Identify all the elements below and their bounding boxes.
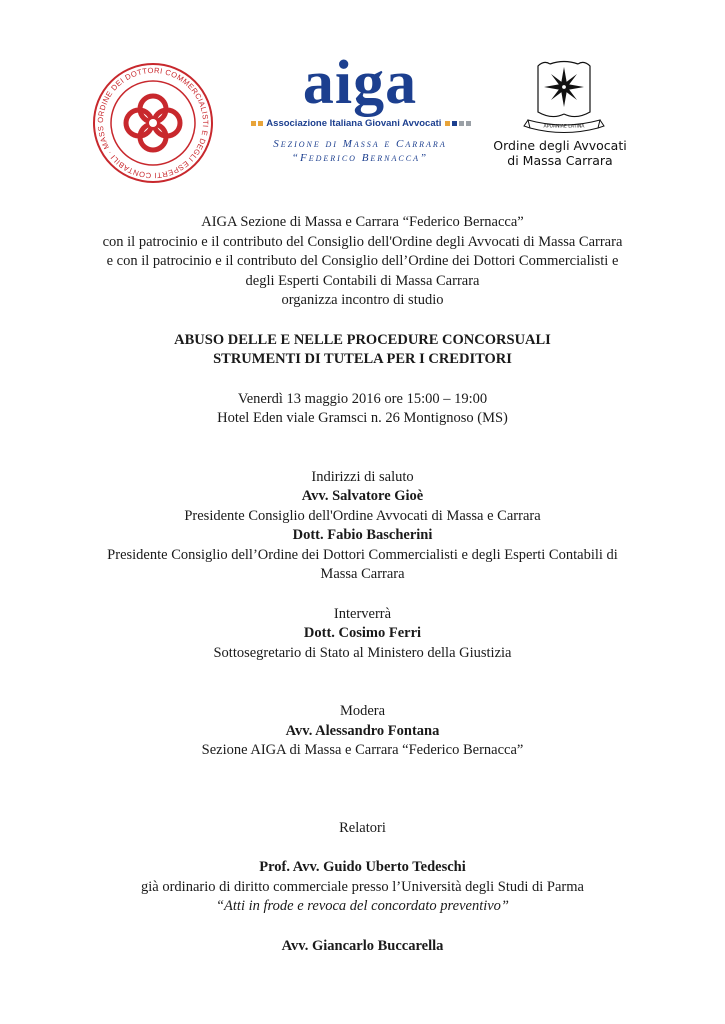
saluti-speaker-role: Massa Carrara xyxy=(320,566,405,582)
moderatore-name: Avv. Alessandro Fontana xyxy=(285,722,440,739)
moderatore-role: Sezione AIGA di Massa e Carrara “Federico Bernacca” xyxy=(201,742,524,758)
relatore-name: Prof. Avv. Guido Uberto Tedeschi xyxy=(259,859,466,875)
event-date: Venerdì 13 maggio 2016 ore 15:00 – 19:00 xyxy=(237,390,488,407)
emblem-scroll-text: APUANIAE LATINA xyxy=(543,124,585,130)
intro-line: degli Esperti Contabili di Massa Carrara xyxy=(245,272,480,289)
aiga-subtitle-text: Associazione Italiana Giovani Avvocati xyxy=(266,118,442,129)
intro-line: organizza incontro di studio xyxy=(281,292,444,308)
ordine-line-2: di Massa Carrara xyxy=(507,153,613,168)
saluti-speaker-name: Avv. Salvatore Gioè xyxy=(301,488,424,504)
event-venue: Hotel Eden viale Gramsci n. 26 Montignoso (MS) xyxy=(217,410,508,426)
ordine-line-1: Ordine degli Avvocati xyxy=(493,138,627,153)
relatore-topic: “Atti in frode e revoca del concordato preventivo” xyxy=(215,898,510,914)
aiga-dedication: “Federico Bernacca” xyxy=(291,152,429,164)
intro-line: AIGA Sezione di Massa e Carrara “Federico Bernacca” xyxy=(201,214,524,230)
intro-line: con il patrocinio e il contributo del Consiglio dell'Ordine degli Avvocati di Massa Carrara xyxy=(102,233,623,250)
intervento-role: Sottosegretario di Stato al Ministero della Giustizia xyxy=(213,644,512,661)
saluti-speaker-role: Presidente Consiglio dell’Ordine dei Dottori Commercialisti e degli Esperti Contabili di xyxy=(107,546,618,563)
saluti-heading: Indirizzi di saluto xyxy=(311,468,414,485)
saluti-speaker-name: Dott. Fabio Bascherini xyxy=(292,527,433,543)
relatore-role: già ordinario di diritto commerciale presso l’Università degli Studi di Parma xyxy=(141,878,584,895)
saluti-speaker-role: Presidente Consiglio dell'Ordine Avvocati di Massa e Carrara xyxy=(184,507,541,524)
aiga-subtitle xyxy=(250,118,470,129)
ordine-avvocati-label xyxy=(470,138,650,168)
event-title-line-1: ABUSO DELLE E NELLE PROCEDURE CONCORSUALI xyxy=(174,331,551,348)
ordine-avvocati-emblem xyxy=(522,60,606,136)
intervento-heading: Interverrà xyxy=(333,605,392,622)
seal-ring-text: ORDINE DEI DOTTORI COMMERCIALISTI E DEGLI ESPERTI CONTABILI · MASS xyxy=(95,65,211,181)
relatori-heading: Relatori xyxy=(339,819,386,836)
commercialisti-seal-logo xyxy=(92,62,214,184)
aiga-section: Sezione di Massa e Carrara xyxy=(273,138,447,150)
intervento-name: Dott. Cosimo Ferri xyxy=(303,625,422,641)
document-body xyxy=(40,213,685,956)
aiga-wordmark: aiga xyxy=(302,49,418,117)
moderatore-heading: Modera xyxy=(339,703,386,719)
event-title-line-2: STRUMENTI DI TUTELA PER I CREDITORI xyxy=(213,351,512,367)
relatore-name: Avv. Giancarlo Buccarella xyxy=(281,937,444,954)
intro-line: e con il patrocinio e il contributo del Consiglio dell’Ordine dei Dottori Commercialisti e xyxy=(106,253,619,269)
aiga-logo xyxy=(250,49,470,164)
